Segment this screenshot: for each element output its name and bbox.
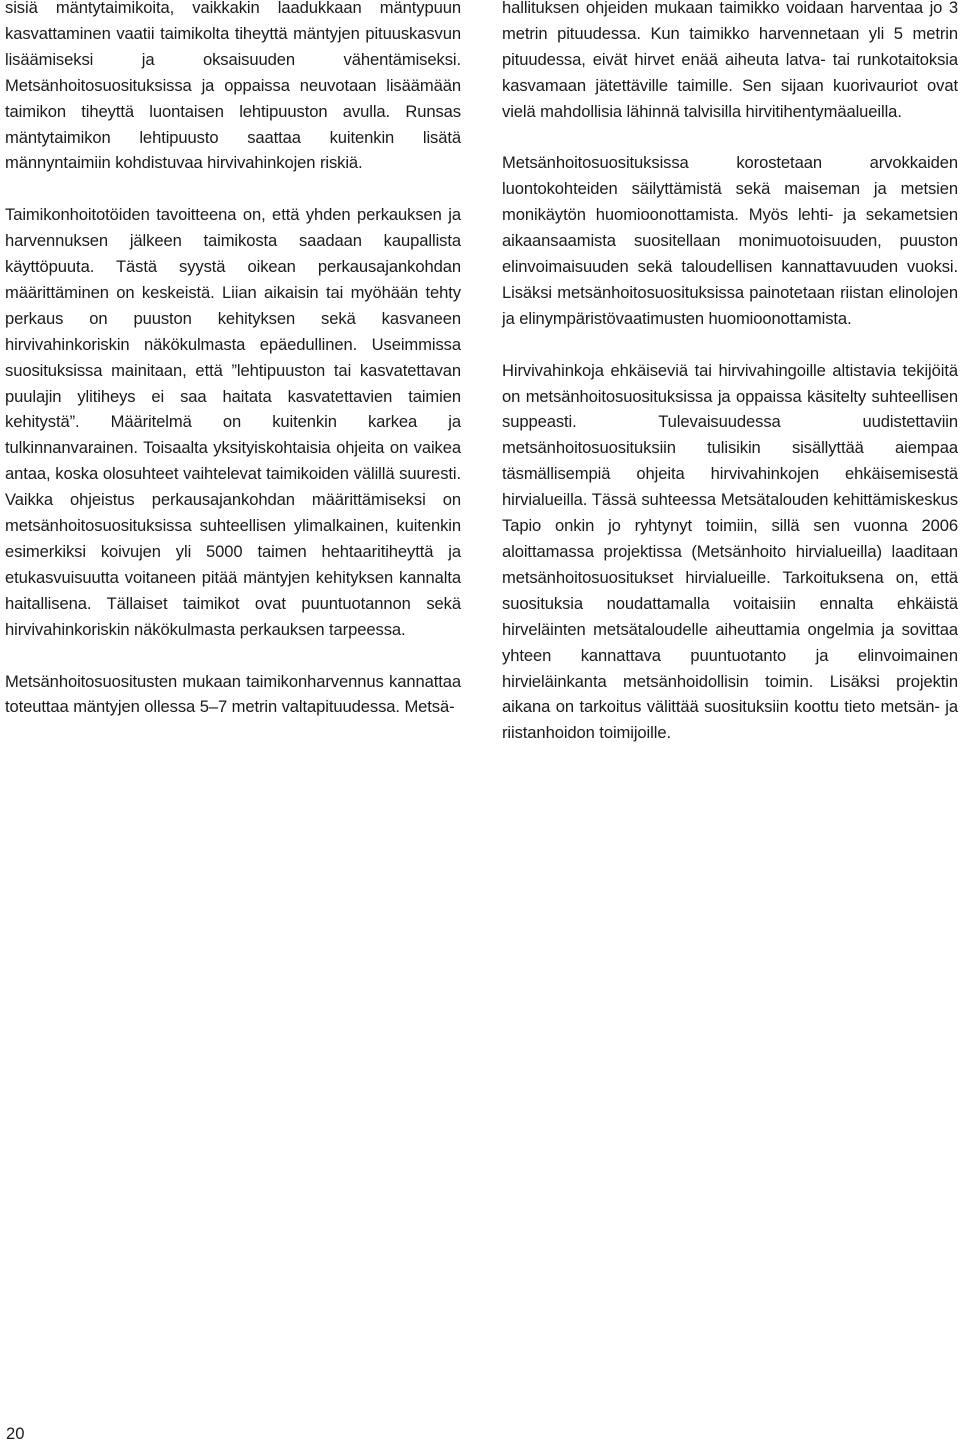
paragraph: hallituksen ohjeiden mukaan taimikko voidaan harventaa jo 3 metrin pituudessa. Kun taimikko harvennetaan yli 5 metrin pituudessa, eivät hirvet enää aiheuta latva- tai runkotaitoksia kasvamaan jätettäville taimille. Sen sijaan kuorivauriot ovat vielä mahdollisia lähinnä talvisilla hirvitihentymäalueilla. <box>502 0 958 121</box>
page-number: 20 <box>6 1424 25 1443</box>
right-text-column <box>502 0 958 772</box>
paragraph: Metsänhoitosuositusten mukaan taimikonharvennus kannattaa toteuttaa mäntyjen ollessa 5–7 metrin valtapituudessa. Metsä- <box>5 671 461 717</box>
left-text-column <box>5 0 461 746</box>
paragraph: sisiä mäntytaimikoita, vaikkakin laadukkaan mäntypuun kasvattaminen vaatii taimikolta tiheyttä mäntyjen pituuskasvun lisäämiseksi ja oksaisuuden vähentämiseksi. Metsänhoitosuosituksissa ja oppaissa neuvotaan lisäämään taimikon tiheyttä luontaisen lehtipuuston avulla. Runsas mäntytaimikon lehtipuusto saattaa kuitenkin lisätä männyntaimiin kohdistuvaa hirvivahinkojen riskiä. <box>5 0 461 173</box>
paragraph: Metsänhoitosuosituksissa korostetaan arvokkaiden luontokohteiden säilyttämistä sekä maiseman ja metsien monikäytön huomioonottamista. Myös lehti- ja sekametsien aikaansaamista suositellaan monimuotoisuuden, puuston elinvoimaisuuden sekä taloudellisen kannattavuuden vuoksi. Lisäksi metsänhoitosuosituksissa painotetaan riistan elinolojen ja elinympäristövaatimusten huomioonottamista. <box>502 153 958 328</box>
paragraph: Taimikonhoitotöiden tavoitteena on, että yhden perkauksen ja harvennuksen jälkeen taimikosta saadaan kaupallista käyttöpuuta. Tästä syystä oikean perkausajankohdan määrittäminen on keskeistä. Liian aikaisin tai myöhään tehty perkaus on puuston kehityksen sekä kasvaneen hirvivahinkoriskin näkökulmasta epäedullinen. Useimmissa suosituksissa mainitaan, että ”lehtipuuston tai kasvatettavan puulajin ylitiheys ei saa haitata kasvatettavien taimien kehitystä”. Määritelmä on kuitenkin karkea ja tulkinnanvarainen. Toisaalta yksityiskohtaisia ohjeita on vaikea antaa, koska olosuhteet vaihtelevat taimikoiden välillä suuresti. Vaikka ohjeistus perkausajankohdan määrittämiseksi on metsänhoitosuosituksissa suhteellisen ylimalkainen, kuitenkin esimerkiksi koivujen yli 5000 taimen hehtaaritiheyttä ja etukasvuisuutta voitaneen pitää mäntyjen kehityksen kannalta haitallisena. Tällaiset taimikot ovat puuntuotannon sekä hirvivahinkoriskin näkökulmasta perkauksen tarpeessa. <box>5 205 461 639</box>
paragraph: Hirvivahinkoja ehkäiseviä tai hirvivahingoille altistavia tekijöitä on metsänhoitosuosituksissa ja oppaissa käsitelty suhteellisen suppeasti. Tulevaisuudessa uudistettaviin metsänhoitosuosituksiin tulisikin sisällyttää aiempaa täsmällisempiä ohjeita hirvivahinkojen ehkäisemisestä hirvialueilla. Tässä suhteessa Metsätalouden kehittämiskeskus Tapio onkin jo ryhtynyt toimiin, sillä sen vuonna 2006 aloittamassa projektissa (Metsänhoito hirvialueilla) laaditaan metsänhoitosuositukset hirvialueille. Tarkoituksena on, että suosituksia noudattamalla voitaisiin ennalta ehkäistä hirveläinten metsätaloudelle aiheuttamia ongelmia ja sovittaa yhteen kannattava puuntuotanto ja elinvoimainen hirvieläinkanta metsänhoidollisin toimin. Lisäksi projektin aikana on tarkoitus välittää suosituksiin koottu tieto metsän- ja riistanhoidon toimijoille. <box>502 360 958 743</box>
